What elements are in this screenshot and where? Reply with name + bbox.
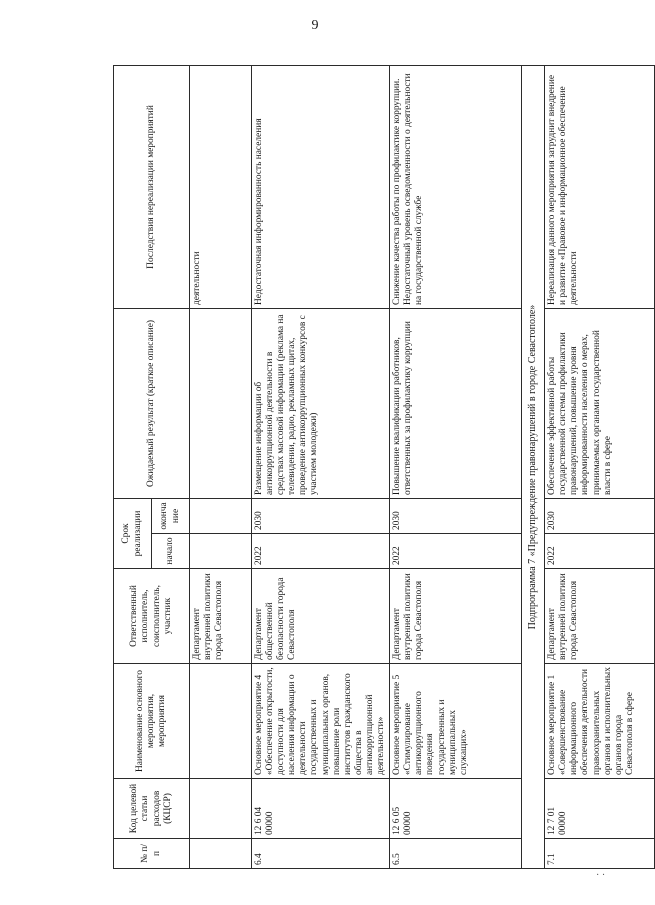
cell-code bbox=[190, 779, 252, 839]
subprogram-row bbox=[522, 65, 545, 868]
cell-consequences: деятельности bbox=[190, 65, 252, 308]
cell-consequences: Снижение качества работы по профилактике коррупции. Недостаточный уровень осведомленности о деятельности на государственной службе bbox=[390, 65, 522, 308]
cell-responsible: Департамент внутренней политики города Севастополя bbox=[390, 569, 522, 664]
cell-num: 7.1 bbox=[545, 839, 655, 869]
cell-result: Обеспечение эффективной работы государственной системы профилактики правонарушений, повышение уровня информированности населения о мерах, принимаемых органами государственной власти в сфере bbox=[545, 308, 655, 498]
cell-name: Основное мероприятие 4 «Обеспечение открытости, доступности для населения информации о деятельности государственных и муниципальных органов, повышение роли институтов гражданского общества в антикоррупционной деятельности» bbox=[252, 664, 390, 779]
cell-num: 6.5 bbox=[390, 839, 522, 869]
cell-responsible: Департамент общественной безопасности города Севастополя bbox=[252, 569, 390, 664]
cell-start: 2022 bbox=[252, 534, 390, 569]
cell-responsible: Департамент внутренней политики города Севастополя bbox=[545, 569, 655, 664]
header-consequences: Последствия нереализации мероприятий bbox=[114, 65, 190, 308]
cell-num: 6.4 bbox=[252, 839, 390, 869]
page-number: 9 bbox=[311, 18, 319, 33]
header-num: № п/п bbox=[114, 839, 190, 869]
cell-code: 12 7 01 00000 bbox=[545, 779, 655, 839]
cell-start bbox=[190, 534, 252, 569]
cell-responsible: Департамент внутренней политики города Севастополя bbox=[190, 569, 252, 664]
cell-name: Основное мероприятие 1 «Совершенствование информационного обеспечения деятельности правоохранительных органов и исполнительных органов города Севастополя в сфере bbox=[545, 664, 655, 779]
cell-start: 2022 bbox=[545, 534, 655, 569]
table-row bbox=[545, 65, 655, 868]
table-row bbox=[390, 65, 522, 868]
cell-result: Повышение квалификации работников, ответственных за профилактику коррупции bbox=[390, 308, 522, 498]
scan-marks: · · bbox=[596, 870, 606, 881]
cell-code: 12 6 04 00000 bbox=[252, 779, 390, 839]
cell-code: 12 6 05 00000 bbox=[390, 779, 522, 839]
header-name: Наименование основного мероприятия, мероприятия bbox=[114, 664, 190, 779]
cell-result: Размещение информации об антикоррупционной деятельности в средствах массовой информации (реклама на телевидении, радио, рекламных щитах, проведение антикоррупционных конкурсов с участием молодежи) bbox=[252, 308, 390, 498]
cell-num bbox=[190, 839, 252, 869]
measures-table bbox=[113, 65, 655, 869]
header-start: начало bbox=[152, 534, 190, 569]
cell-end: 2030 bbox=[545, 498, 655, 533]
header-result: Ожидаемый результат (краткое описание) bbox=[114, 308, 190, 498]
header-end: окончание bbox=[152, 498, 190, 533]
rotated-table-area bbox=[113, 66, 635, 869]
header-responsible: Ответственный исполнитель, соисполнитель, участник bbox=[114, 569, 190, 664]
cell-end bbox=[190, 498, 252, 533]
cell-result bbox=[190, 308, 252, 498]
cell-end: 2030 bbox=[252, 498, 390, 533]
table-row bbox=[252, 65, 390, 868]
cell-consequences: Нереализация данного мероприятия затруднит внедрение и развитие «Правовое и информационное обеспечение деятельности bbox=[545, 65, 655, 308]
header-term: Срок реализации bbox=[114, 498, 152, 568]
table-row bbox=[190, 65, 252, 868]
subprogram-title: Подпрограмма 7 «Предупреждение правонарушений в городе Севастополе» bbox=[522, 65, 545, 868]
header-code: Код целевой статьи расходов (КЦСР) bbox=[114, 779, 190, 839]
cell-name bbox=[190, 664, 252, 779]
cell-start: 2022 bbox=[390, 534, 522, 569]
cell-end: 2030 bbox=[390, 498, 522, 533]
cell-consequences: Недостаточная информированность населения bbox=[252, 65, 390, 308]
rotated-table-wrapper bbox=[113, 66, 635, 869]
cell-name: Основное мероприятие 5 «Стимулирование антикоррупционного поведения государственных и муниципальных служащих» bbox=[390, 664, 522, 779]
